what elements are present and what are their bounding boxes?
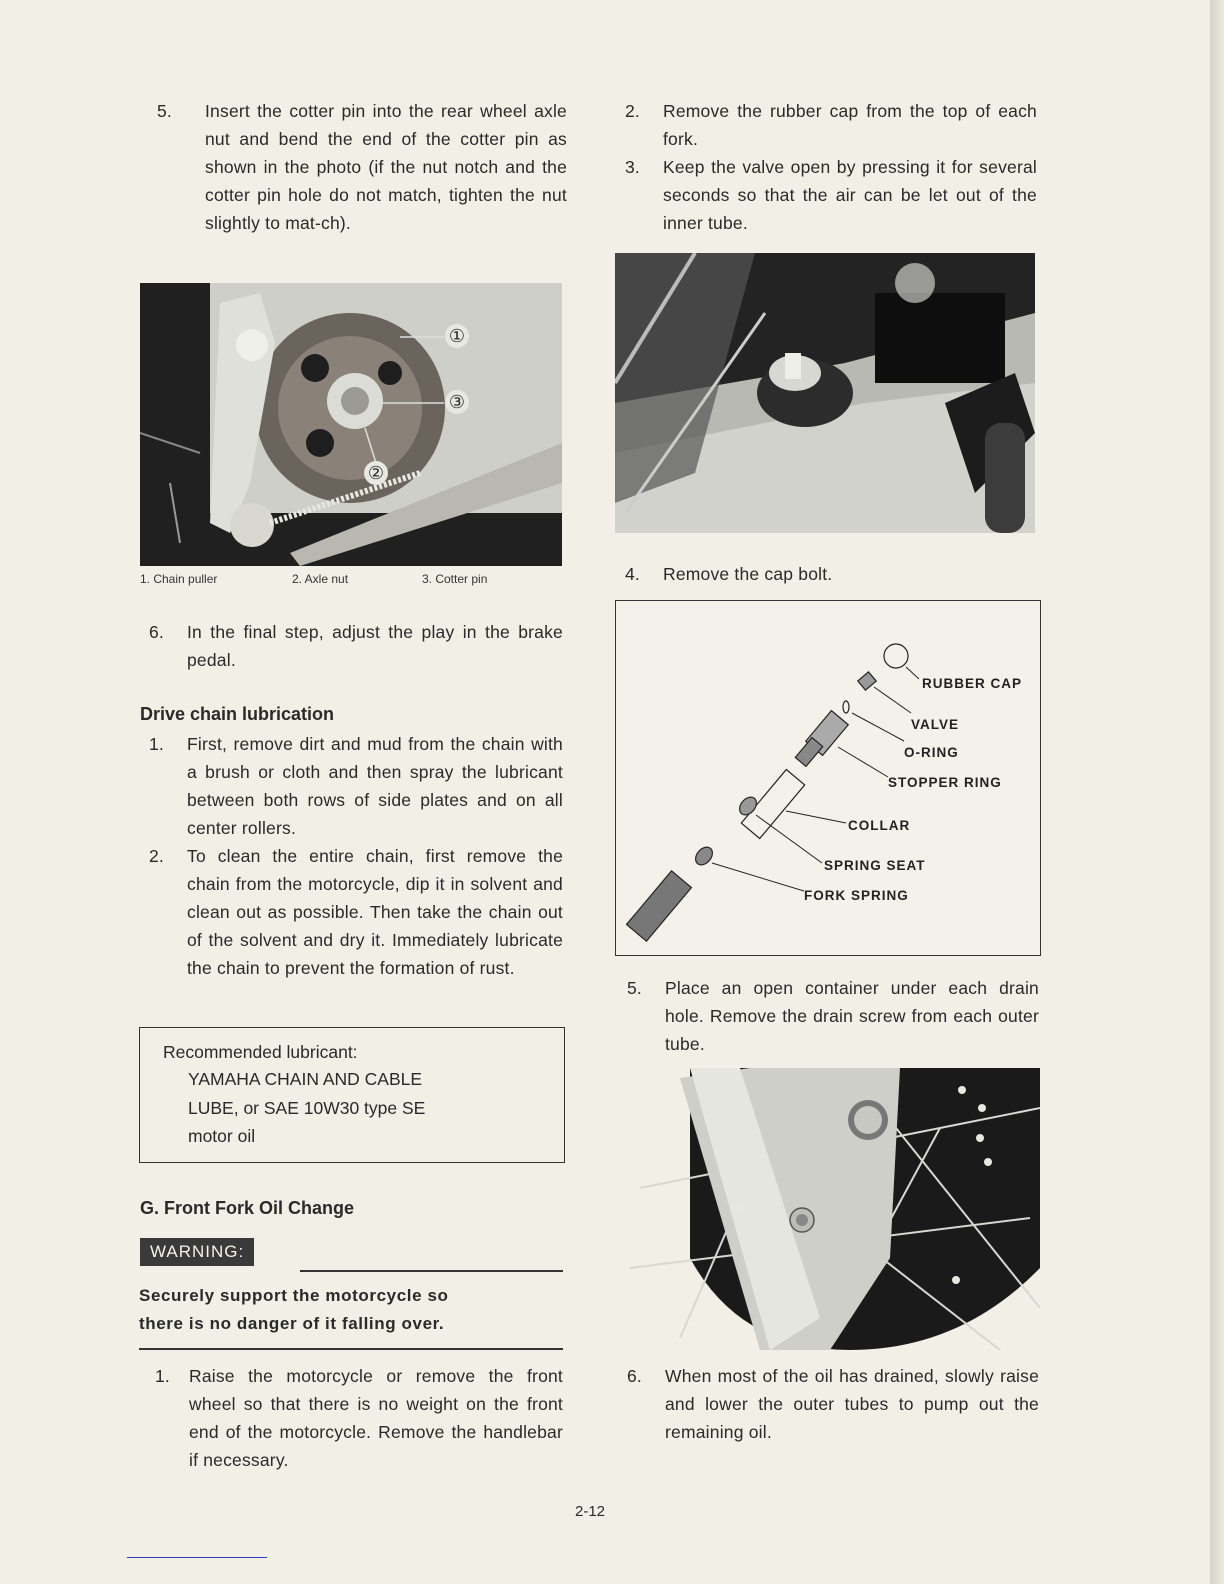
callout-3: ③ [445, 390, 469, 414]
step-number: 5. [627, 978, 642, 998]
step-text: To clean the entire chain, first remove the chain from the motorcycle, dip it in solvent and clean out as possible. Then take the chain out of the solvent and dry it. Immediately lubricate the chain to prevent the formation of rust. [187, 846, 563, 978]
step-6-pump-oil [627, 1362, 1039, 1448]
warning-top-rule [300, 1270, 563, 1272]
label-spring-seat: SPRING SEAT [824, 858, 926, 873]
callout-2: ② [364, 461, 388, 485]
step-text: Insert the cotter pin into the rear wheel axle nut and bend the end of the cotter pin as shown in the photo (if the nut notch and the cotter pin hole do not match, tighten the nut slightly to mat-ch). [205, 101, 567, 233]
step-number: 6. [149, 622, 164, 642]
lubricant-label: Recommended lubricant: [163, 1042, 358, 1062]
lubricant-line-1: YAMAHA CHAIN AND CABLE [188, 1069, 423, 1089]
page-edge [1210, 0, 1224, 1584]
label-collar: COLLAR [848, 818, 911, 833]
step-text: Remove the rubber cap from the top of each fork. [663, 101, 1037, 149]
step-number: 5. [157, 101, 172, 121]
drain-screw-photo [620, 1068, 1040, 1350]
callout-1: ① [445, 324, 469, 348]
caption-cotter-pin: 3. Cotter pin [422, 572, 488, 586]
step-text: When most of the oil has drained, slowly raise and lower the outer tubes to pump out the remaining oil. [665, 1366, 1039, 1442]
axle-nut-photo [140, 283, 562, 566]
label-valve: VALVE [911, 717, 960, 732]
page-number: 2-12 [575, 1503, 606, 1520]
step-5-cotter-pin [157, 97, 567, 267]
drive-chain-heading: Drive chain lubrication [140, 704, 335, 724]
step-text: In the final step, adjust the play in the brake pedal. [187, 622, 563, 670]
step-3-valve [625, 153, 1037, 239]
step-number: 2. [625, 101, 640, 121]
step-number: 6. [627, 1366, 642, 1386]
warning-label: WARNING: [140, 1238, 254, 1266]
label-rubber-cap: RUBBER CAP [922, 676, 1023, 691]
step-6-brake-pedal [149, 618, 563, 676]
label-fork-spring: FORK SPRING [804, 888, 909, 903]
warning-line-1: Securely support the motorcycle so [139, 1286, 449, 1305]
caption-chain-puller: 1. Chain puller [140, 572, 218, 586]
fork-valve-photo [615, 253, 1035, 533]
step-number: 4. [625, 564, 640, 584]
step-text: Remove the cap bolt. [663, 564, 833, 584]
step-text: First, remove dirt and mud from the chain with a brush or cloth and then spray the lubricant between both rows of side plates and on all center rollers. [187, 734, 563, 838]
footer-line [127, 1557, 267, 1558]
step-2-rubber-cap [625, 97, 1037, 155]
section-g-heading: G. Front Fork Oil Change [140, 1198, 355, 1218]
step-number: 2. [149, 846, 164, 866]
step-number: 3. [625, 157, 640, 177]
step-text: Raise the motorcycle or remove the front wheel so that there is no weight on the front end of the motorcycle. Remove the handlebar if necessary. [189, 1366, 563, 1470]
step-5-drain-container [627, 974, 1039, 1060]
fork-step-1 [155, 1362, 563, 1476]
caption-axle-nut: 2. Axle nut [292, 572, 349, 586]
step-number: 1. [149, 734, 164, 754]
step-4-cap-bolt [625, 560, 1037, 590]
warning-bottom-rule [139, 1348, 563, 1350]
step-number: 1. [155, 1366, 170, 1386]
step-text: Keep the valve open by pressing it for several seconds so that the air can be let out of the inner tube. [663, 157, 1037, 233]
fork-parts-diagram [615, 600, 1041, 956]
label-stopper-ring: STOPPER RING [888, 775, 1002, 790]
label-o-ring: O-RING [904, 745, 959, 760]
drive-chain-item-1 [149, 730, 563, 844]
warning-line-2: there is no danger of it falling over. [139, 1314, 445, 1333]
lubricant-box [139, 1027, 565, 1163]
step-text: Place an open container under each drain hole. Remove the drain screw from each outer tube. [665, 978, 1039, 1054]
lubricant-line-2: LUBE, or SAE 10W30 type SE [188, 1098, 426, 1118]
lubricant-line-3: motor oil [188, 1126, 256, 1146]
drive-chain-item-2 [149, 842, 563, 1012]
